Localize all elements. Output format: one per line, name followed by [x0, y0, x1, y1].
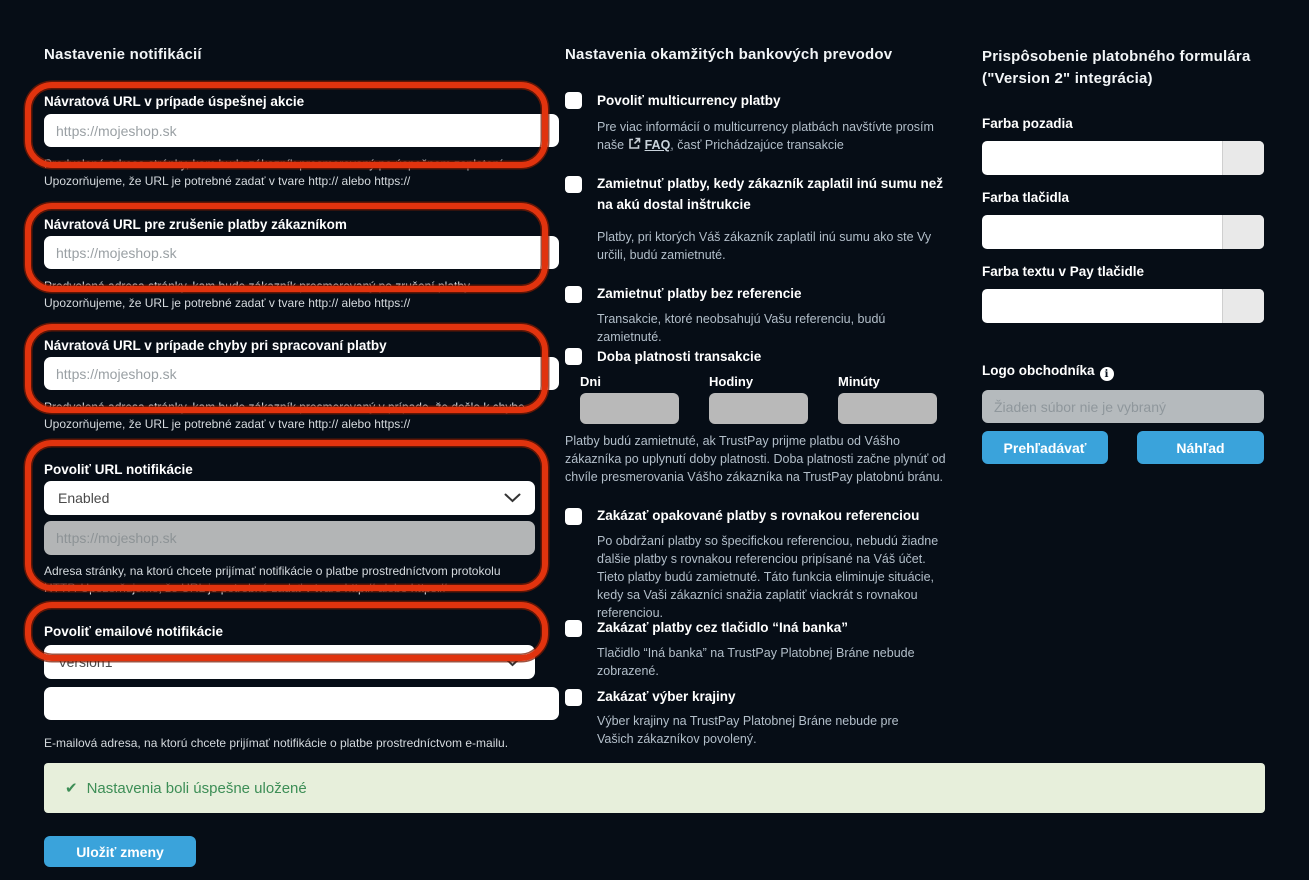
success-url-label: Návratová URL v prípade úspešnej akcie [44, 94, 305, 109]
faq-link[interactable]: FAQ [644, 138, 671, 152]
cancel-url-helper: Predvolená adresa stránky, kam bude zákazník presmerovaný po zrušení platby. Upozorňujeme, že URL je potrebné zadať v tvare http:// alebo https:// [44, 279, 473, 310]
button-color-swatch[interactable] [1222, 215, 1264, 249]
success-message: Nastavenia boli úspešne uložené [86, 779, 307, 797]
error-url-label: Návratová URL v prípade chyby pri spracovaní platby [44, 338, 387, 353]
reject-no-reference-desc: Transakcie, ktoré neobsahujú Vašu referenciu, budú zamietnuté. [597, 312, 886, 344]
email-notifications-selected-value: Version1 [58, 654, 113, 670]
reject-different-amount-desc: Platby, pri ktorých Váš zákazník zaplatil inú sumu ako ste Vy určili, budú zamietnuté. [597, 230, 932, 262]
forbid-other-bank-desc: Tlačidlo “Iná banka” na TrustPay Platobnej Bráne nebude zobrazené. [597, 646, 915, 678]
notification-url-disabled-input: https://mojeshop.sk [44, 521, 535, 555]
success-url-helper: Predvolená adresa stránky, kam bude zákazník presmerovaný po úspešnom zaplatení. Upozorňujeme, že URL je potrebné zadať v tvare http:// alebo https:// [44, 157, 507, 188]
multicurrency-desc: Pre viac informácií o multicurrency platbách navštívte prosím naše FAQ, časť Prichádzajúce transakcie [597, 120, 934, 152]
info-icon[interactable]: i [1100, 367, 1114, 381]
url-notifications-label: Povoliť URL notifikácie [44, 462, 193, 477]
background-color-swatch[interactable] [1222, 141, 1264, 175]
notification-email-input[interactable] [44, 687, 559, 720]
error-url-helper: Predvolená adresa stránky, kam bude zákazník presmerovaný v prípade, že došlo k chybe. Upozorňujeme, že URL je potrebné zadať v tvare http:// alebo https:// [44, 400, 529, 431]
reject-different-amount-checkbox[interactable] [565, 176, 582, 193]
validity-period-label: Doba platnosti transakcie [597, 349, 762, 364]
forbid-country-selection-label: Zakázať výber krajiny [597, 689, 736, 704]
background-color-input[interactable] [982, 141, 1222, 175]
url-notifications-selected-value: Enabled [58, 490, 110, 506]
email-notifications-helper: E-mailová adresa, na ktorú chcete prijímať notifikácie o platbe prostredníctvom e-mailu. [44, 736, 509, 750]
background-color-input-group [982, 141, 1264, 175]
forbid-other-bank-checkbox[interactable] [565, 620, 582, 637]
logo-file-input[interactable]: Žiaden súbor nie je vybraný [982, 390, 1264, 423]
pay-text-color-swatch[interactable] [1222, 289, 1264, 323]
forbid-repeated-payments-checkbox[interactable] [565, 508, 582, 525]
multicurrency-checkbox[interactable] [565, 92, 582, 109]
email-notifications-label: Povoliť emailové notifikácie [44, 624, 224, 639]
reject-different-amount-label: Zamietnuť platby, kedy zákazník zaplatil inú sumu než na akú dostal inštrukcie [597, 176, 944, 212]
check-icon: ✔ [65, 780, 78, 797]
error-url-input[interactable] [44, 357, 559, 390]
forbid-country-selection-checkbox[interactable] [565, 689, 582, 706]
success-banner [44, 763, 1265, 813]
button-color-label: Farba tlačidla [982, 190, 1070, 205]
hours-label: Hodiny [709, 374, 754, 389]
payment-form-section-title: Prispôsobenie platobného formulára ("Version 2" integrácia) [982, 48, 1251, 87]
minutes-label: Minúty [838, 374, 880, 389]
url-notifications-select[interactable] [44, 481, 535, 515]
merchant-logo-label: Logo obchodníka i [982, 363, 1114, 381]
email-notifications-select[interactable] [44, 645, 535, 679]
pay-text-color-label: Farba textu v Pay tlačidle [982, 264, 1145, 279]
button-color-input-group [982, 215, 1264, 249]
validity-period-checkbox[interactable] [565, 348, 582, 365]
success-url-input[interactable] [44, 114, 559, 147]
notifications-section-title: Nastavenie notifikácií [44, 46, 202, 63]
reject-no-reference-checkbox[interactable] [565, 286, 582, 303]
url-notifications-helper: Adresa stránky, na ktorú chcete prijímať notifikácie o platbe prostredníctvom protokolu HTTP. Upozorňujeme, že URL je potrebné zadať v tvare http:// alebo https:// [44, 564, 501, 595]
save-button[interactable]: Uložiť zmeny [44, 836, 196, 867]
minutes-input[interactable] [838, 393, 937, 424]
forbid-repeated-payments-label: Zakázať opakované platby s rovnakou referenciou [597, 508, 920, 523]
cancel-url-input[interactable] [44, 236, 559, 269]
pay-text-color-input[interactable] [982, 289, 1222, 323]
validity-period-desc: Platby budú zamietnuté, ak TrustPay prijme platbu od Vášho zákazníka po uplynutí doby platnosti. Doba platnosti začne plynúť od chvíle presmerovania Vášho zákazníka na TrustPay platobnú bránu. [565, 434, 946, 484]
preview-button[interactable]: Náhľad [1137, 431, 1264, 464]
forbid-repeated-payments-desc: Po obdržaní platby so špecifickou referenciou, nebudú žiadne ďalšie platby s rovnakou referenciou pripísané na Váš účet. Tieto platby budú zamietnuté. Táto funkcia eliminuje situácie, kedy sa Vaši zákazníci snažia zaplatiť viackrát s rovnakou referenciou. [597, 534, 939, 620]
button-color-input[interactable] [982, 215, 1222, 249]
days-label: Dni [580, 374, 601, 389]
hours-input[interactable] [709, 393, 808, 424]
browse-button[interactable]: Prehľadávať [982, 431, 1108, 464]
chevron-down-icon [504, 490, 521, 506]
pay-text-color-input-group [982, 289, 1264, 323]
days-input[interactable] [580, 393, 679, 424]
cancel-url-label: Návratová URL pre zrušenie platby zákazníkom [44, 217, 347, 232]
bank-transfers-section-title: Nastavenia okamžitých bankových prevodov [565, 46, 893, 63]
reject-no-reference-label: Zamietnuť platby bez referencie [597, 286, 802, 301]
forbid-other-bank-label: Zakázať platby cez tlačidlo “Iná banka” [597, 620, 849, 635]
chevron-down-icon [504, 654, 521, 670]
forbid-country-selection-desc: Výber krajiny na TrustPay Platobnej Bráne nebude pre Vašich zákazníkov povolený. [597, 714, 899, 746]
background-color-label: Farba pozadia [982, 116, 1073, 131]
multicurrency-label: Povoliť multicurrency platby [597, 93, 781, 108]
external-link-icon [628, 139, 641, 153]
